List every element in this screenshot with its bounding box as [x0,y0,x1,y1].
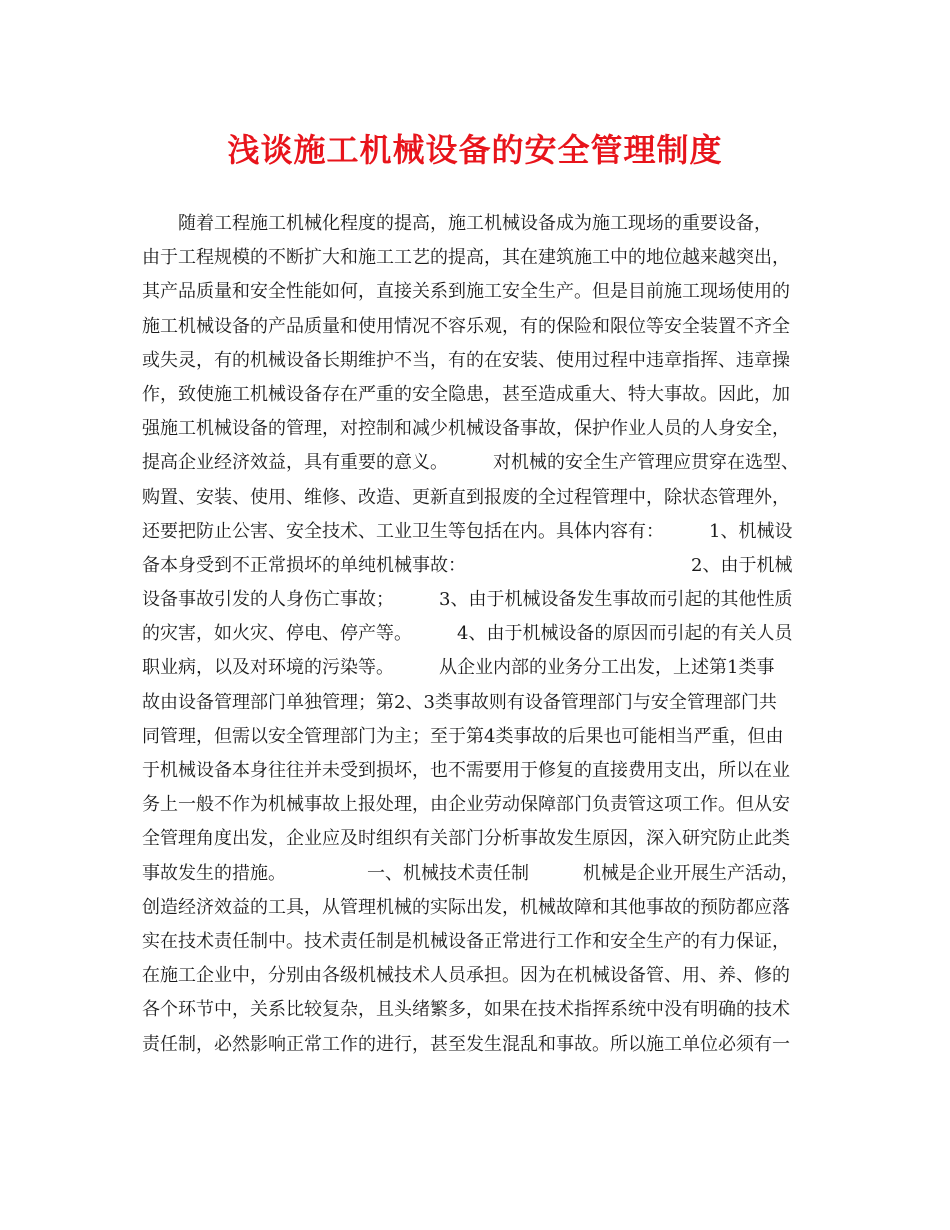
body-line: 创造经济效益的工具，从管理机械的实际出发，机械故障和其他事故的预防都应落 [142,896,790,918]
body-line: 责任制，必然影响正常工作的进行，甚至发生混乱和事故。所以施工单位必须有一 [142,1033,790,1055]
body-line: 或失灵，有的机械设备长期维护不当，有的在安装、使用过程中违章指挥、违章操 [142,349,790,371]
body-line: 作，致使施工机械设备存在严重的安全隐患，甚至造成重大、特大事故。因此，加 [142,383,790,405]
body-line: 同管理，但需以安全管理部门为主；至于第4类事故的后果也可能相当严重，但由 [142,725,784,747]
body-line: 于机械设备本身往往并未受到损坏，也不需要用于修复的直接费用支出，所以在业 [142,760,790,781]
body-line: 在施工企业中，分别由各级机械技术人员承担。因为在机械设备管、用、养、修的 [142,965,790,987]
document-body [142,207,822,1062]
body-line: 备本身受到不正常损坏的单纯机械事故： 2、由于机械 [142,554,793,576]
body-line: 由于工程规模的不断扩大和施工工艺的提高，其在建筑施工中的地位越来越突出， [142,247,790,269]
body-line: 设备事故引发的人身伤亡事故； 3、由于机械设备发生事故而引起的其他性质 [142,589,793,611]
body-line: 职业病，以及对环境的污染等。 从企业内部的业务分工出发，上述第1类事 [142,657,775,679]
body-line: 的灾害，如火灾、停电、停产等。 4、由于机械设备的原因而引起的有关人员 [142,623,793,645]
body-line: 施工机械设备的产品质量和使用情况不容乐观，有的保险和限位等安全装置不齐全 [142,315,790,337]
body-line: 事故发生的措施。 一、机械技术责任制 机械是企业开展生产活动， [142,862,799,884]
body-line: 购置、安装、使用、维修、改造、更新直到报废的全过程管理中，除状态管理外， [142,486,790,508]
body-line: 实在技术责任制中。技术责任制是机械设备正常进行工作和安全生产的有力保证， [142,930,790,952]
body-line: 提高企业经济效益，具有重要的意义。 对机械的安全生产管理应贯穿在选型、 [142,452,799,474]
body-line: 全管理角度出发，企业应及时组织有关部门分析事故发生原因，深入研究防止此类 [142,828,790,850]
body-line: 其产品质量和安全性能如何，直接关系到施工安全生产。但是目前施工现场使用的 [142,281,790,303]
body-line: 强施工机械设备的管理，对控制和减少机械设备事故，保护作业人员的人身安全， [142,418,790,440]
body-line: 各个环节中，关系比较复杂，且头绪繁多，如果在技术指挥系统中没有明确的技术 [142,999,790,1021]
body-line: 务上一般不作为机械事故上报处理，由企业劳动保障部门负责管这项工作。但从安 [142,794,790,816]
body-line: 随着工程施工机械化程度的提高，施工机械设备成为施工现场的重要设备， [142,213,772,234]
document-title: 浅谈施工机械设备的安全管理制度 [227,131,723,169]
body-line: 故由设备管理部门单独管理；第2、3类事故则有设备管理部门与安全管理部门共 [142,691,777,713]
body-line: 还要把防止公害、安全技术、工业卫生等包括在内。具体内容有： 1、机械设 [142,520,793,542]
